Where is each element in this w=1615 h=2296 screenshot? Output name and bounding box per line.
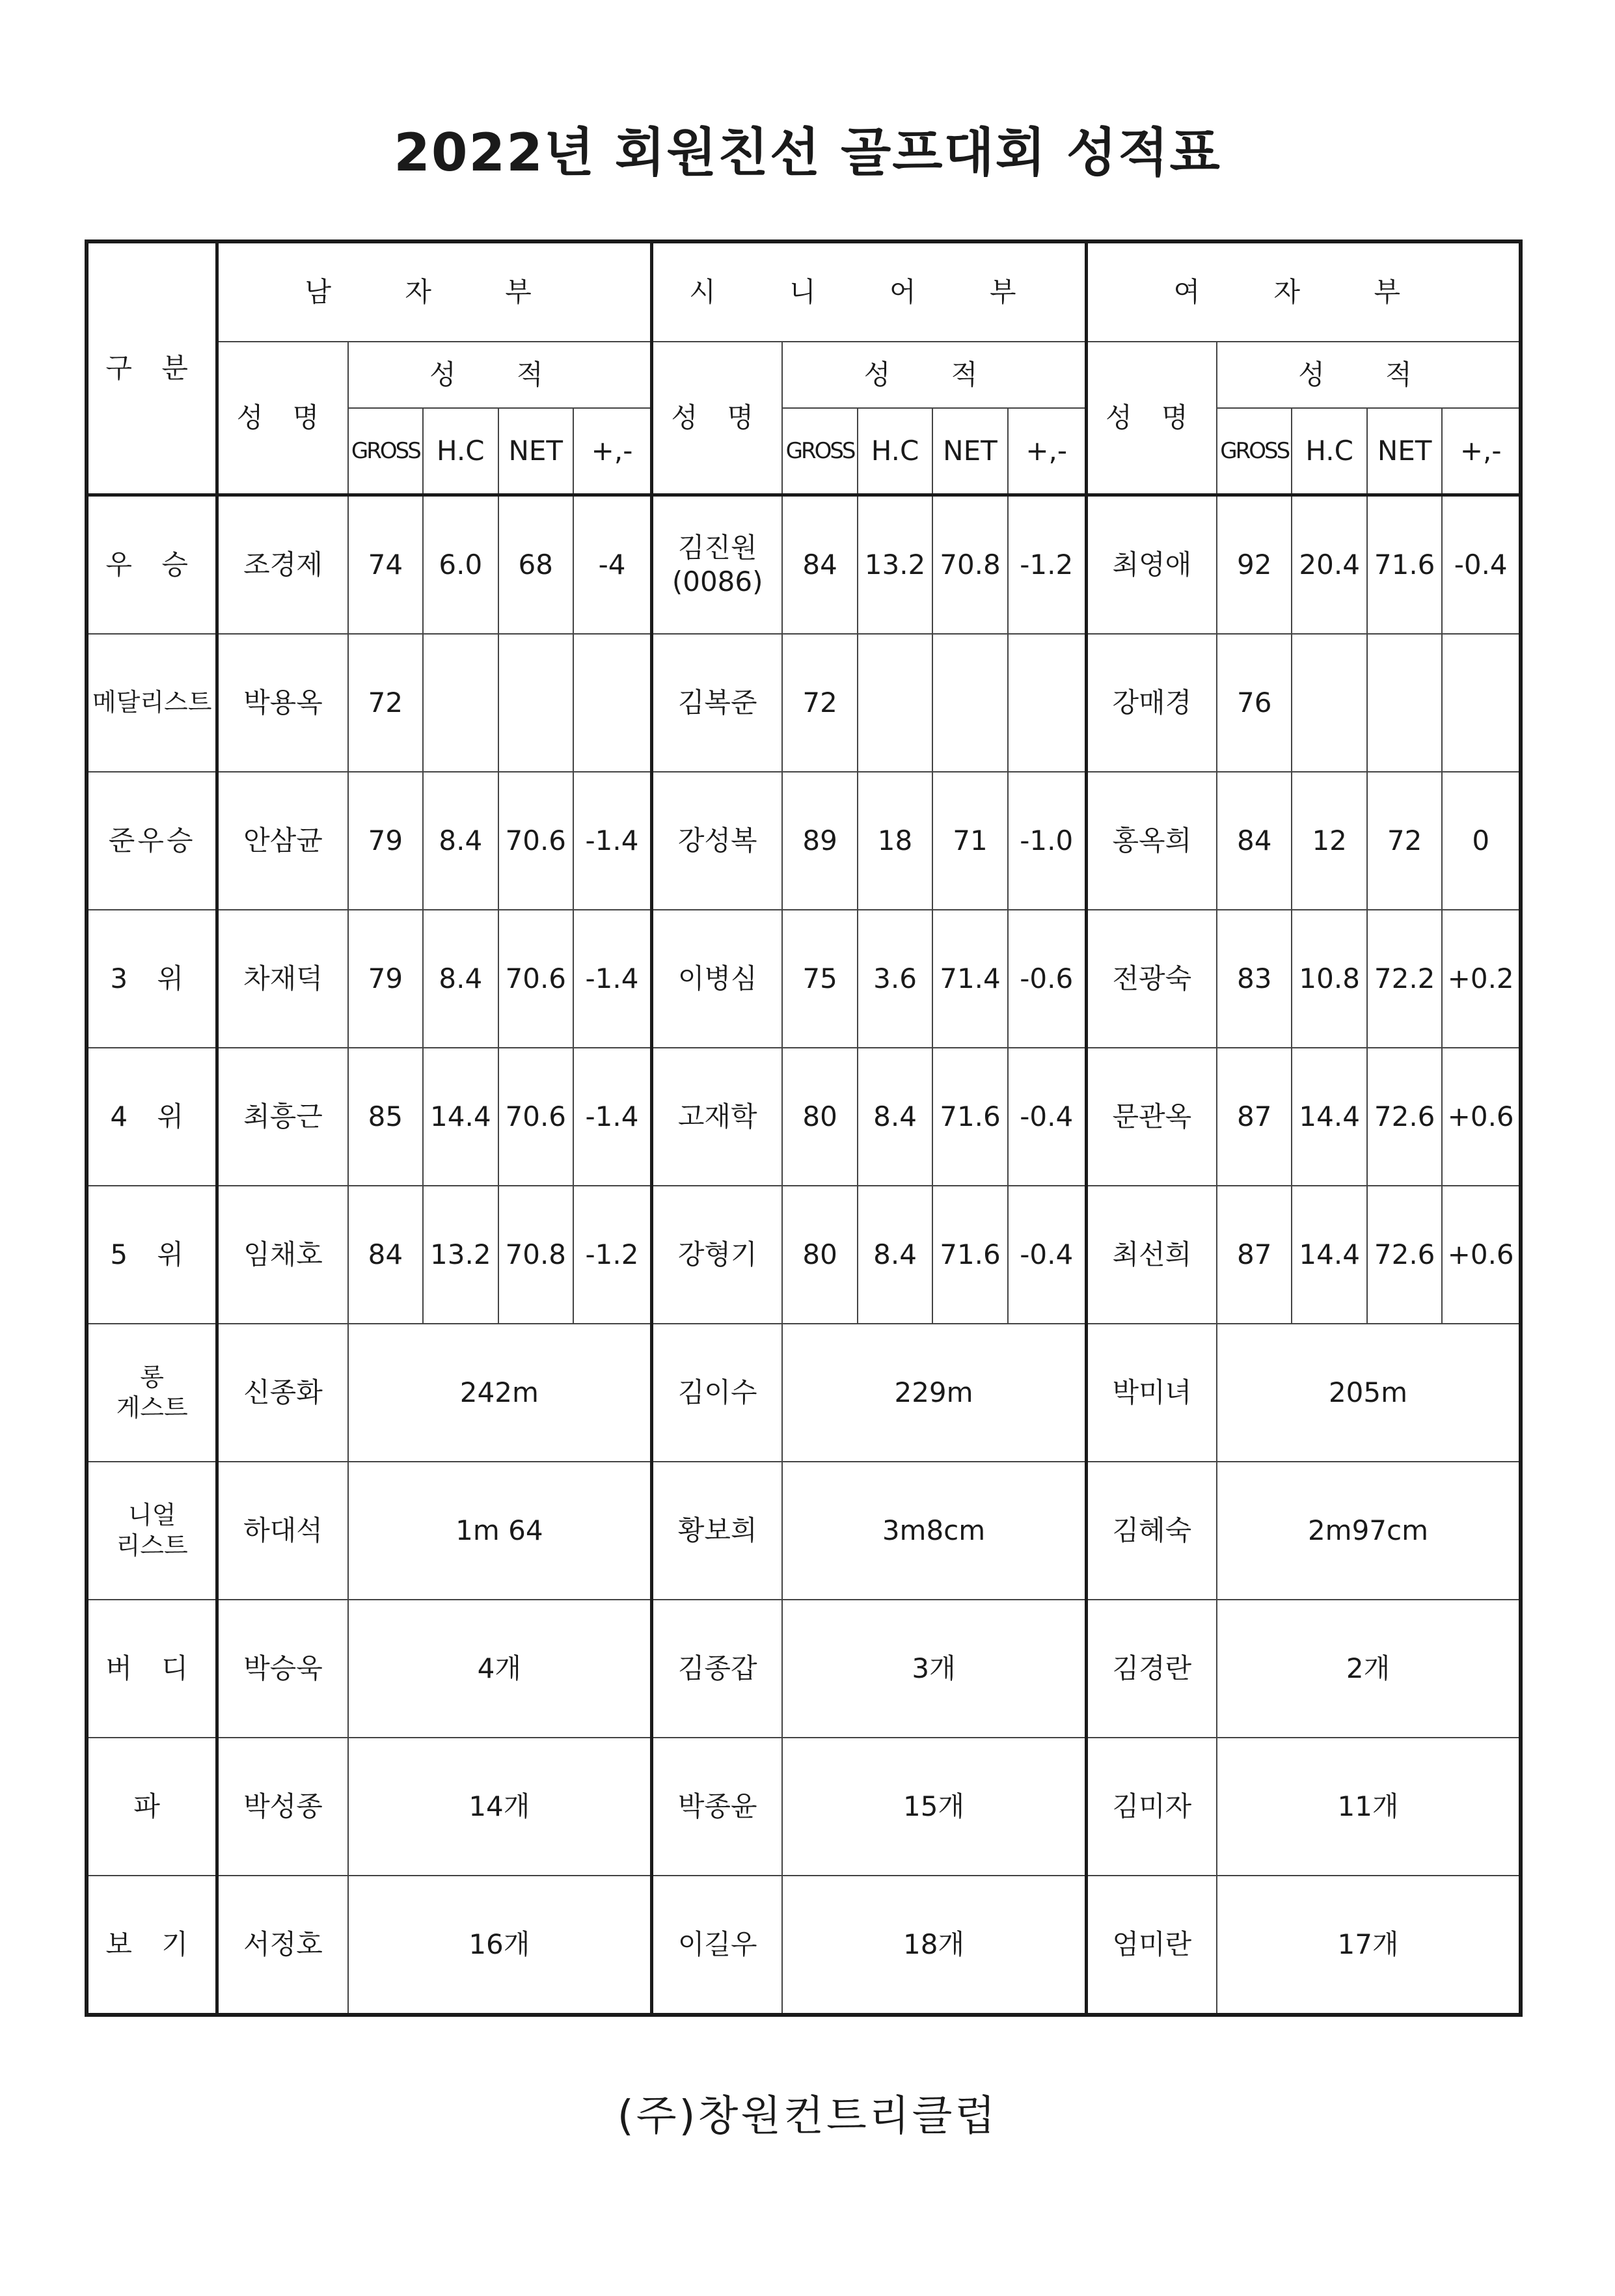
men-gross-cell: 79: [348, 910, 423, 1048]
men-diff-cell: -1.4: [573, 910, 652, 1048]
senior-gross-cell: 80: [782, 1048, 857, 1186]
women-player-name: [1086, 910, 1217, 1048]
senior-name-text: 김진원: [677, 531, 757, 564]
award-category: [87, 1462, 217, 1600]
row-category: 메달리스트: [87, 634, 217, 772]
award-category: [87, 1738, 217, 1876]
men-hc-header: H.C: [423, 408, 498, 495]
women-player-name: [1086, 1048, 1217, 1186]
senior-diff-cell: [1008, 634, 1086, 772]
women-diff-cell: +0.2: [1442, 910, 1521, 1048]
women-net-cell: 72: [1367, 772, 1442, 910]
senior-award-value: 3m8cm: [782, 1462, 1086, 1600]
men-gross-cell: 74: [348, 495, 423, 635]
women-net-cell: [1367, 634, 1442, 772]
women-name-text: 문관옥: [1112, 1100, 1192, 1132]
women-gross-cell: 84: [1217, 772, 1292, 910]
senior-player-name: [652, 1186, 783, 1324]
men-player-name: [217, 910, 348, 1048]
men-award-value: 1m 64: [348, 1462, 652, 1600]
men-hc-cell: [423, 634, 498, 772]
women-gross-header: GROSS: [1217, 408, 1292, 495]
men-net-cell: 70.6: [498, 772, 573, 910]
men-diff-cell: -1.2: [573, 1186, 652, 1324]
women-diff-header: +,-: [1442, 408, 1521, 495]
senior-division-header: 시 니 어 부: [652, 241, 1087, 342]
men-hc-cell: 8.4: [423, 772, 498, 910]
award-category-line2: 리스트: [116, 1531, 188, 1560]
men-net-header: NET: [498, 408, 573, 495]
senior-award-value: 18개: [782, 1876, 1086, 2015]
senior-name-text: 이병심: [677, 962, 757, 994]
women-net-cell: 71.6: [1367, 495, 1442, 635]
men-name-text: 안삼균: [243, 824, 323, 856]
award-category-line1: 니얼: [128, 1500, 176, 1529]
senior-net-cell: [932, 634, 1007, 772]
women-hc-cell: 20.4: [1292, 495, 1366, 635]
senior-player-name: [652, 634, 783, 772]
women-hc-cell: 14.4: [1292, 1186, 1366, 1324]
men-player-name: [217, 634, 348, 772]
award-category-line1: 버 디: [105, 1652, 198, 1684]
women-award-value: 2개: [1217, 1600, 1521, 1738]
senior-name-header: 성 명: [652, 342, 783, 495]
senior-hc-cell: 8.4: [858, 1186, 932, 1324]
men-name-text: 차재덕: [243, 962, 323, 994]
women-name-text: 전광숙: [1112, 962, 1192, 994]
men-player-name: [217, 772, 348, 910]
women-diff-cell: +0.6: [1442, 1048, 1521, 1186]
women-award-value: 17개: [1217, 1876, 1521, 2015]
men-gross-cell: 84: [348, 1186, 423, 1324]
men-award-name: 박승욱: [217, 1600, 348, 1738]
women-name-text: 강매경: [1112, 686, 1192, 718]
women-award-name: 김미자: [1086, 1738, 1217, 1876]
women-diff-cell: +0.6: [1442, 1186, 1521, 1324]
row-category: 5 위: [87, 1186, 217, 1324]
women-player-name: [1086, 772, 1217, 910]
men-score-header: 성 적: [348, 342, 652, 408]
women-award-value: 11개: [1217, 1738, 1521, 1876]
senior-hc-cell: 8.4: [858, 1048, 932, 1186]
senior-award-name: 박종윤: [652, 1738, 783, 1876]
senior-net-cell: 71: [932, 772, 1007, 910]
senior-hc-cell: 3.6: [858, 910, 932, 1048]
senior-diff-cell: -0.4: [1008, 1048, 1086, 1186]
women-award-name: 박미녀: [1086, 1324, 1217, 1462]
row-category: 준우승: [87, 772, 217, 910]
men-name-text: 박용옥: [243, 686, 323, 718]
results-table: [85, 239, 1523, 2017]
men-name-text: 임채호: [243, 1238, 323, 1270]
men-net-cell: [498, 634, 573, 772]
men-name-text: 조경제: [243, 548, 323, 581]
men-diff-header: +,-: [573, 408, 652, 495]
senior-award-name: 김종갑: [652, 1600, 783, 1738]
award-row: [87, 1324, 1521, 1462]
award-category-line1: 보 기: [105, 1928, 198, 1960]
women-net-header: NET: [1367, 408, 1442, 495]
women-player-name: [1086, 1186, 1217, 1324]
men-diff-cell: -4: [573, 495, 652, 635]
award-row: [87, 1462, 1521, 1600]
table-row: [87, 1186, 1521, 1324]
senior-name-text: 강형기: [677, 1238, 757, 1270]
award-category-line1: 롱: [140, 1362, 165, 1391]
men-award-value: 242m: [348, 1324, 652, 1462]
men-gross-header: GROSS: [348, 408, 423, 495]
men-net-cell: 68: [498, 495, 573, 635]
women-score-header: 성 적: [1217, 342, 1521, 408]
senior-award-value: 3개: [782, 1600, 1086, 1738]
men-award-name: 박성종: [217, 1738, 348, 1876]
women-division-header: 여 자 부: [1086, 241, 1521, 342]
men-hc-cell: 13.2: [423, 1186, 498, 1324]
women-name-text: 홍옥희: [1112, 824, 1192, 856]
senior-hc-cell: 18: [858, 772, 932, 910]
row-category: 우 승: [87, 495, 217, 635]
senior-award-name: 이길우: [652, 1876, 783, 2015]
award-category: [87, 1876, 217, 2015]
senior-gross-cell: 72: [782, 634, 857, 772]
senior-player-name: [652, 772, 783, 910]
table-row: [87, 495, 1521, 635]
men-diff-cell: -1.4: [573, 1048, 652, 1186]
men-award-name: 서정호: [217, 1876, 348, 2015]
women-net-cell: 72.6: [1367, 1048, 1442, 1186]
women-award-name: 김경란: [1086, 1600, 1217, 1738]
table-row: [87, 634, 1521, 772]
senior-player-name: [652, 495, 783, 635]
women-hc-cell: 14.4: [1292, 1048, 1366, 1186]
men-player-name: [217, 495, 348, 635]
page-title: 2022년 회원친선 골프대회 성적표: [394, 122, 1221, 183]
senior-diff-cell: -1.0: [1008, 772, 1086, 910]
men-hc-cell: 14.4: [423, 1048, 498, 1186]
women-name-text: 최영애: [1112, 548, 1192, 581]
men-diff-cell: [573, 634, 652, 772]
men-division-header: 남 자 부: [217, 241, 652, 342]
senior-name-note: (0086): [672, 566, 763, 597]
senior-diff-header: +,-: [1008, 408, 1086, 495]
women-net-cell: 72.6: [1367, 1186, 1442, 1324]
senior-award-value: 229m: [782, 1324, 1086, 1462]
men-gross-cell: 79: [348, 772, 423, 910]
senior-net-cell: 70.8: [932, 495, 1007, 635]
men-diff-cell: -1.4: [573, 772, 652, 910]
women-gross-cell: 92: [1217, 495, 1292, 635]
senior-hc-cell: [858, 634, 932, 772]
men-player-name: [217, 1186, 348, 1324]
row-category: 3 위: [87, 910, 217, 1048]
row-category: 4 위: [87, 1048, 217, 1186]
senior-net-cell: 71.6: [932, 1048, 1007, 1186]
men-net-cell: 70.6: [498, 1048, 573, 1186]
men-name-header: 성 명: [217, 342, 348, 495]
women-gross-cell: 87: [1217, 1048, 1292, 1186]
senior-name-text: 김복준: [677, 686, 757, 718]
women-hc-header: H.C: [1292, 408, 1366, 495]
senior-name-text: 고재학: [677, 1100, 757, 1132]
men-award-value: 16개: [348, 1876, 652, 2015]
category-header: 구 분: [87, 241, 217, 495]
men-award-value: 14개: [348, 1738, 652, 1876]
women-award-name: 김혜숙: [1086, 1462, 1217, 1600]
award-category-line1: 파: [133, 1790, 170, 1822]
women-net-cell: 72.2: [1367, 910, 1442, 1048]
senior-hc-header: H.C: [858, 408, 932, 495]
men-hc-cell: 6.0: [423, 495, 498, 635]
men-net-cell: 70.6: [498, 910, 573, 1048]
women-hc-cell: [1292, 634, 1366, 772]
senior-diff-cell: -0.4: [1008, 1186, 1086, 1324]
award-row: [87, 1738, 1521, 1876]
senior-net-cell: 71.6: [932, 1186, 1007, 1324]
women-player-name: [1086, 634, 1217, 772]
senior-gross-cell: 89: [782, 772, 857, 910]
senior-score-header: 성 적: [782, 342, 1086, 408]
senior-player-name: [652, 910, 783, 1048]
senior-diff-cell: -0.6: [1008, 910, 1086, 1048]
senior-net-cell: 71.4: [932, 910, 1007, 1048]
senior-gross-cell: 84: [782, 495, 857, 635]
men-award-value: 4개: [348, 1600, 652, 1738]
men-net-cell: 70.8: [498, 1186, 573, 1324]
award-row: [87, 1600, 1521, 1738]
men-gross-cell: 72: [348, 634, 423, 772]
senior-award-name: 김이수: [652, 1324, 783, 1462]
table-row: [87, 1048, 1521, 1186]
senior-diff-cell: -1.2: [1008, 495, 1086, 635]
women-award-name: 엄미란: [1086, 1876, 1217, 2015]
senior-player-name: [652, 1048, 783, 1186]
women-diff-cell: 0: [1442, 772, 1521, 910]
women-hc-cell: 10.8: [1292, 910, 1366, 1048]
men-player-name: [217, 1048, 348, 1186]
award-category-line2: 게스트: [116, 1393, 188, 1422]
table-row: [87, 910, 1521, 1048]
men-gross-cell: 85: [348, 1048, 423, 1186]
women-diff-cell: [1442, 634, 1521, 772]
award-row: [87, 1876, 1521, 2015]
women-gross-cell: 87: [1217, 1186, 1292, 1324]
award-category: [87, 1324, 217, 1462]
women-name-header: 성 명: [1086, 342, 1217, 495]
senior-award-value: 15개: [782, 1738, 1086, 1876]
women-hc-cell: 12: [1292, 772, 1366, 910]
women-gross-cell: 83: [1217, 910, 1292, 1048]
women-award-value: 2m97cm: [1217, 1462, 1521, 1600]
women-name-text: 최선희: [1112, 1238, 1192, 1270]
senior-name-text: 강성복: [677, 824, 757, 856]
senior-gross-cell: 80: [782, 1186, 857, 1324]
women-diff-cell: -0.4: [1442, 495, 1521, 635]
men-hc-cell: 8.4: [423, 910, 498, 1048]
men-award-name: 신종화: [217, 1324, 348, 1462]
women-gross-cell: 76: [1217, 634, 1292, 772]
men-name-text: 최흥근: [243, 1100, 323, 1132]
senior-hc-cell: 13.2: [858, 495, 932, 635]
senior-gross-header: GROSS: [782, 408, 857, 495]
women-award-value: 205m: [1217, 1324, 1521, 1462]
senior-net-header: NET: [932, 408, 1007, 495]
men-award-name: 하대석: [217, 1462, 348, 1600]
senior-gross-cell: 75: [782, 910, 857, 1048]
table-row: [87, 772, 1521, 910]
women-player-name: [1086, 495, 1217, 635]
senior-award-name: 황보희: [652, 1462, 783, 1600]
club-name: (주)창원컨트리클럽: [617, 2092, 998, 2140]
award-category: [87, 1600, 217, 1738]
